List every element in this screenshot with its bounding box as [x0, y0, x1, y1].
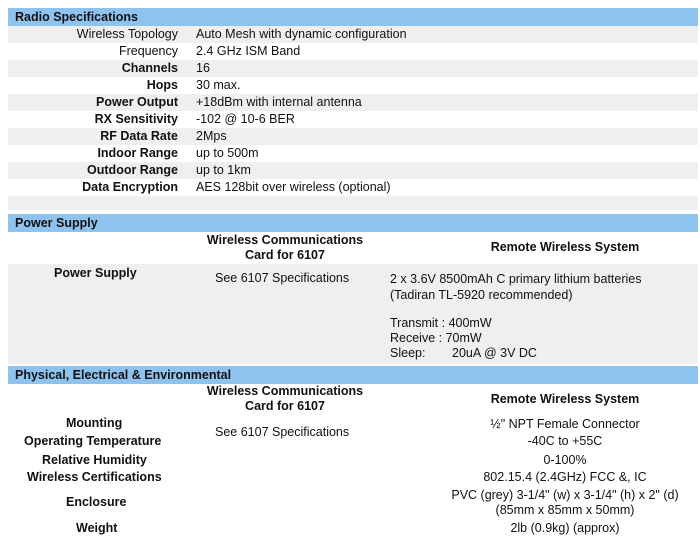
power-col1-value: See 6107 Specifications	[215, 271, 350, 285]
spec-value: Auto Mesh with dynamic configuration	[196, 27, 407, 41]
power-section-title: Power Supply	[15, 216, 98, 230]
spec-value: -40C to +55C	[527, 434, 603, 448]
table-row	[8, 162, 698, 179]
spec-value: -102 @ 10-6 BER	[196, 112, 295, 126]
table-row-spacer	[8, 196, 698, 210]
spec-value: 2.4 GHz ISM Band	[196, 44, 301, 58]
spec-value: 16	[196, 61, 210, 75]
physical-col1-header	[190, 384, 380, 414]
spec-label: Data Encryption	[82, 180, 178, 194]
enclosure-line1: PVC (grey) 3-1/4" (w) x 3-1/4" (h) x 2" (d)	[451, 488, 679, 502]
table-row	[8, 26, 698, 43]
table-row	[8, 128, 698, 145]
table-row	[8, 60, 698, 77]
physical-col1-header-line1: Wireless Communications	[206, 384, 364, 398]
spec-value: up to 1km	[196, 163, 251, 177]
spec-value: 30 max.	[196, 78, 241, 92]
radio-section-title: Radio Specifications	[15, 10, 138, 24]
power-battery	[390, 271, 642, 303]
power-row-label: Power Supply	[54, 266, 137, 280]
spec-value: 802.15.4 (2.4GHz) FCC &, IC	[483, 470, 647, 484]
spec-label: Power Output	[96, 95, 178, 109]
transmit-value: Transmit : 400mW	[390, 316, 492, 330]
spec-label: Frequency	[118, 44, 178, 58]
spec-label: Outdoor Range	[87, 163, 178, 177]
spec-value: +18dBm with internal antenna	[196, 95, 362, 109]
spec-label: Indoor Range	[97, 146, 178, 160]
battery-line1: 2 x 3.6V 8500mAh C primary lithium batteries	[390, 272, 642, 286]
spec-value: 0-100%	[543, 453, 587, 467]
spec-label: Channels	[121, 61, 178, 75]
spec-label: Weight	[76, 521, 118, 535]
sleep-value: 20uA @ 3V DC	[452, 346, 537, 360]
table-row	[8, 145, 698, 162]
battery-line2: (Tadiran TL-5920 recommended)	[390, 288, 573, 302]
spec-label: Mounting	[66, 416, 123, 430]
spec-label: Relative Humidity	[42, 453, 147, 467]
spec-label: Enclosure	[66, 495, 127, 509]
enclosure-line2: (85mm x 85mm x 50mm)	[495, 503, 635, 517]
enclosure-value	[440, 488, 690, 518]
power-section-header	[8, 214, 698, 232]
power-col1-header-line2: Card for 6107	[245, 248, 325, 262]
spec-label: Wireless Certifications	[27, 470, 162, 484]
spec-label: Wireless Topology	[76, 27, 178, 41]
spec-value: 2lb (0.9kg) (approx)	[510, 521, 620, 535]
spec-label: RX Sensitivity	[94, 112, 178, 126]
spec-label: RF Data Rate	[100, 129, 178, 143]
spec-label: Hops	[146, 78, 178, 92]
table-row	[8, 77, 698, 94]
spec-value: up to 500m	[196, 146, 259, 160]
sleep-label: Sleep:	[390, 346, 426, 360]
physical-section-title: Physical, Electrical & Environmental	[15, 368, 232, 382]
spec-value: 2Mps	[196, 129, 227, 143]
spec-label: Operating Temperature	[24, 434, 162, 448]
power-consumption	[390, 316, 537, 361]
physical-col1-value: See 6107 Specifications	[215, 425, 350, 439]
power-col1-header	[190, 233, 380, 263]
table-row	[8, 43, 698, 60]
table-row	[8, 179, 698, 196]
receive-value: Receive : 70mW	[390, 331, 482, 345]
sleep-row	[390, 346, 537, 361]
spec-value: ½" NPT Female Connector	[490, 417, 640, 431]
physical-section-header	[8, 366, 698, 384]
physical-col2-header: Remote Wireless System	[490, 392, 640, 406]
power-col1-header-line1: Wireless Communications	[206, 233, 364, 247]
physical-col1-header-line2: Card for 6107	[245, 399, 325, 413]
table-row	[8, 111, 698, 128]
table-row	[8, 94, 698, 111]
radio-section-header	[8, 8, 698, 26]
spec-value: AES 128bit over wireless (optional)	[196, 180, 391, 194]
power-col2-header: Remote Wireless System	[490, 240, 640, 254]
